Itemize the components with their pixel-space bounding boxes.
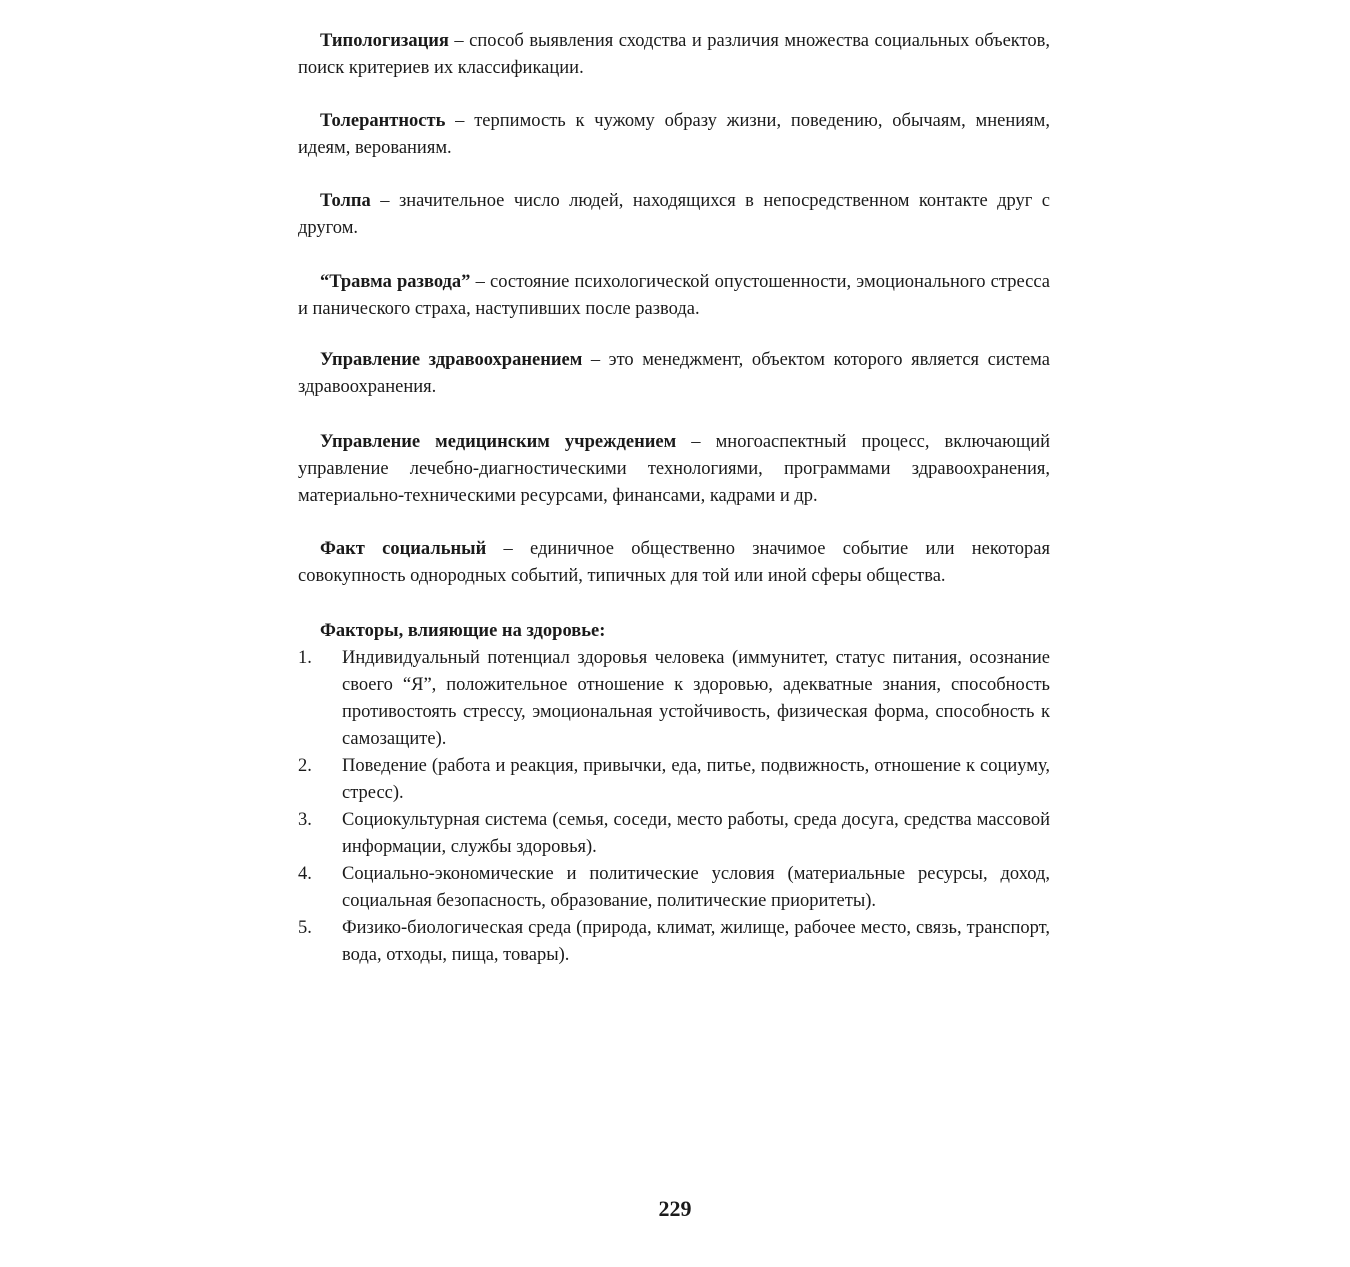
glossary-entry	[298, 28, 1050, 82]
entry-definition: – это менеджмент, объектом которого является система здравоохранения.	[298, 350, 1050, 397]
list-item-text: Индивидуальный потенциал здоровья человека (иммунитет, статус питания, осознание своего “Я”, положительное отношение к здоровью, адекватные знания, способность противостоять стрессу, эмоциональная устойчивость, физическая форма, способность к самозащите).	[342, 648, 1050, 749]
entry-definition: – способ выявления сходства и различия множества социальных объектов, поиск критериев их классификации.	[298, 31, 1050, 78]
glossary-entry	[298, 108, 1050, 162]
entry-term: Факт социальный	[320, 539, 487, 559]
entry-definition: – единичное общественно значимое событие или некоторая совокупность однородных событий, типичных для той или иной сферы общества.	[298, 539, 1050, 586]
list-item-text: Физико-биологическая среда (природа, климат, жилище, рабочее место, связь, транспорт, вода, отходы, пища, товары).	[342, 918, 1050, 965]
list-item-text: Социально-экономические и политические условия (материальные ресурсы, доход, социальная безопасность, образование, политические приоритеты).	[342, 864, 1050, 911]
entry-term: Толерантность	[320, 111, 446, 131]
list-item	[298, 915, 1050, 969]
page-body	[298, 28, 1050, 969]
factors-heading: Факторы, влияющие на здоровье:	[320, 621, 606, 641]
list-item-number: 2.	[298, 756, 312, 776]
entry-definition: – состояние психологической опустошенности, эмоционального стресса и панического страха, наступивших после развода.	[298, 272, 1050, 319]
glossary-entry	[298, 347, 1050, 401]
entry-term: Толпа	[320, 191, 371, 211]
list-item-number: 4.	[298, 864, 312, 884]
factors-list	[298, 645, 1050, 969]
glossary-entry	[298, 188, 1050, 242]
page-number: 229	[658, 1196, 692, 1221]
glossary-entry	[298, 536, 1050, 590]
glossary-entry	[298, 429, 1050, 510]
entry-definition: – терпимость к чужому образу жизни, поведению, обычаям, мнениям, идеям, верованиям.	[298, 111, 1050, 158]
glossary-entry	[298, 269, 1050, 323]
list-item-number: 3.	[298, 810, 312, 830]
entry-term: “Травма развода”	[320, 272, 471, 292]
entry-term: Управление здравоохранением	[320, 350, 583, 370]
list-item	[298, 645, 1050, 753]
entry-definition: – многоаспектный процесс, включающий управление лечебно-диагностическими технологиями, программами здравоохранения, материально-техническими ресурсами, финансами, кадрами и др.	[298, 432, 1050, 506]
list-item	[298, 753, 1050, 807]
list-item-text: Поведение (работа и реакция, привычки, еда, питье, подвижность, отношение к социуму, стресс).	[342, 756, 1050, 803]
list-item	[298, 807, 1050, 861]
entry-term: Управление медицинским учреждением	[320, 432, 677, 452]
list-item	[298, 861, 1050, 915]
list-item-number: 5.	[298, 918, 312, 938]
list-item-number: 1.	[298, 648, 312, 668]
entry-term: Типологизация	[320, 31, 449, 51]
entry-definition: – значительное число людей, находящихся в непосредственном контакте друг с другом.	[298, 191, 1050, 238]
list-item-text: Социокультурная система (семья, соседи, место работы, среда досуга, средства массовой информации, службы здоровья).	[342, 810, 1050, 857]
